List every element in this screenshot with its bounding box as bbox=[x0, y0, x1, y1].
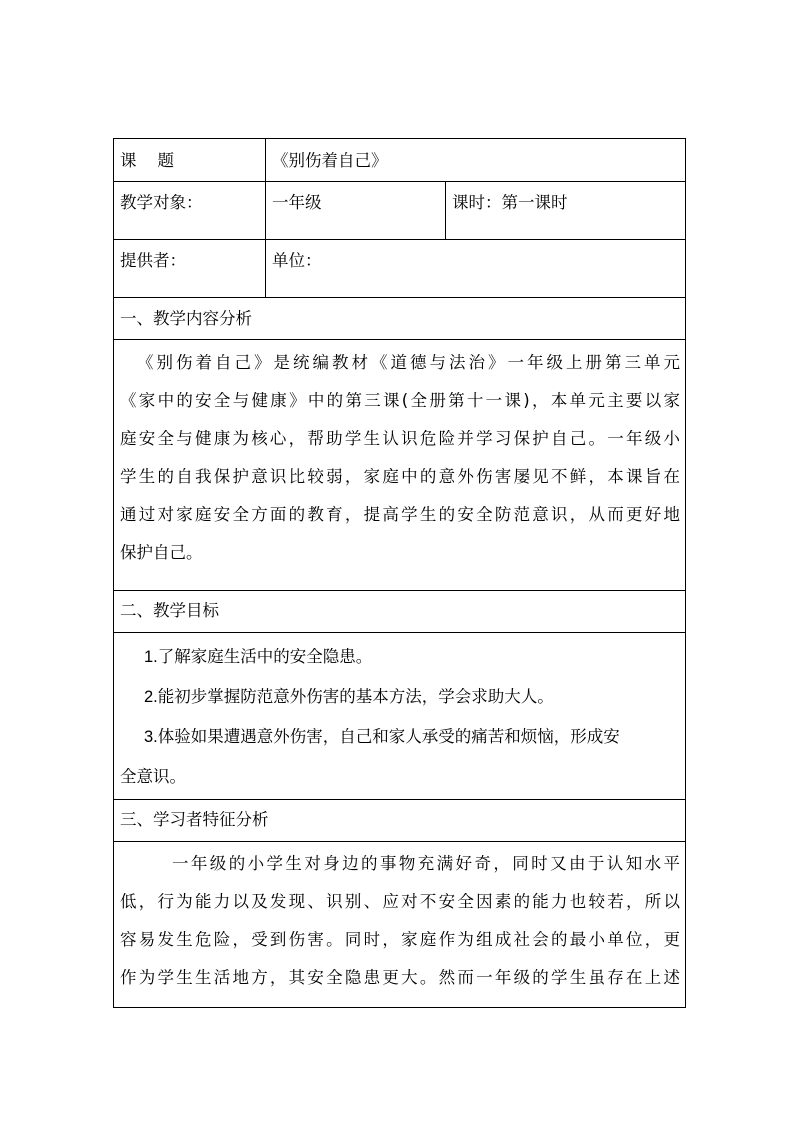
paragraph-line: 一年级的小学生对身边的事物充满好奇，同时又由于认知水平 bbox=[172, 854, 680, 873]
goal-number: 2. bbox=[144, 688, 158, 706]
goal-number: 1. bbox=[144, 648, 158, 666]
goal-continuation: 全意识。 bbox=[120, 767, 186, 786]
row-divider bbox=[114, 181, 685, 182]
content-analysis-paragraph bbox=[120, 344, 680, 572]
goal-item bbox=[120, 637, 680, 677]
section-title-content-analysis: 一、教学内容分析 bbox=[120, 309, 252, 328]
section-title-teaching-goals: 二、教学目标 bbox=[120, 601, 219, 620]
period-label: 课时：第一课时 bbox=[452, 193, 568, 212]
teaching-goals-list bbox=[120, 637, 680, 797]
target-value: 一年级 bbox=[272, 193, 322, 212]
row-divider bbox=[114, 339, 685, 340]
provider-label: 提供者： bbox=[120, 251, 186, 270]
goal-item bbox=[120, 717, 680, 757]
goal-number: 3. bbox=[144, 728, 158, 746]
paragraph-line: 《家中的安全与健康》中的第三课(全册第十一课)，本单元主要以家 bbox=[120, 391, 680, 410]
goal-item bbox=[120, 677, 680, 717]
row-divider bbox=[114, 239, 685, 240]
target-label: 教学对象： bbox=[120, 193, 203, 212]
subject-label: 课 题 bbox=[120, 151, 174, 170]
unit-label: 单位： bbox=[272, 251, 322, 270]
paragraph-line: 庭安全与健康为核心，帮助学生认识危险并学习保护自己。一年级小 bbox=[120, 429, 680, 448]
row-divider bbox=[114, 297, 685, 298]
row-divider bbox=[114, 632, 685, 633]
goal-text: 体验如果遭遇意外伤害，自己和家人承受的痛苦和烦恼，形成安 bbox=[157, 727, 620, 746]
paragraph-line: 保护自己。 bbox=[120, 543, 203, 562]
column-divider bbox=[265, 139, 266, 297]
section-title-learner-analysis: 三、学习者特征分析 bbox=[120, 810, 269, 829]
paragraph-line: 容易发生危险，受到伤害。同时，家庭作为组成社会的最小单位，更 bbox=[120, 930, 680, 949]
row-divider bbox=[114, 799, 685, 800]
row-divider bbox=[114, 590, 685, 591]
goal-text: 了解家庭生活中的安全隐患。 bbox=[157, 647, 373, 666]
paragraph-line: 《别伤着自己》是统编教材《道德与法治》一年级上册第三单元 bbox=[137, 353, 680, 372]
paragraph-line: 学生的自我保护意识比较弱，家庭中的意外伤害屡见不鲜，本课旨在 bbox=[120, 467, 680, 486]
column-divider bbox=[445, 181, 446, 239]
lesson-plan-table bbox=[113, 138, 686, 1008]
subject-title: 《别伤着自己》 bbox=[272, 151, 388, 170]
paragraph-line: 低，行为能力以及发现、识别、应对不安全因素的能力也较若，所以 bbox=[120, 892, 680, 911]
goal-text: 能初步掌握防范意外伤害的基本方法，学会求助大人。 bbox=[157, 687, 554, 706]
paragraph-line: 通过对家庭安全方面的教育，提高学生的安全防范意识，从而更好地 bbox=[120, 505, 680, 524]
learner-analysis-paragraph bbox=[120, 845, 680, 997]
row-divider bbox=[114, 841, 685, 842]
paragraph-line: 作为学生生活地方，其安全隐患更大。然而一年级的学生虽存在上述 bbox=[120, 968, 680, 987]
